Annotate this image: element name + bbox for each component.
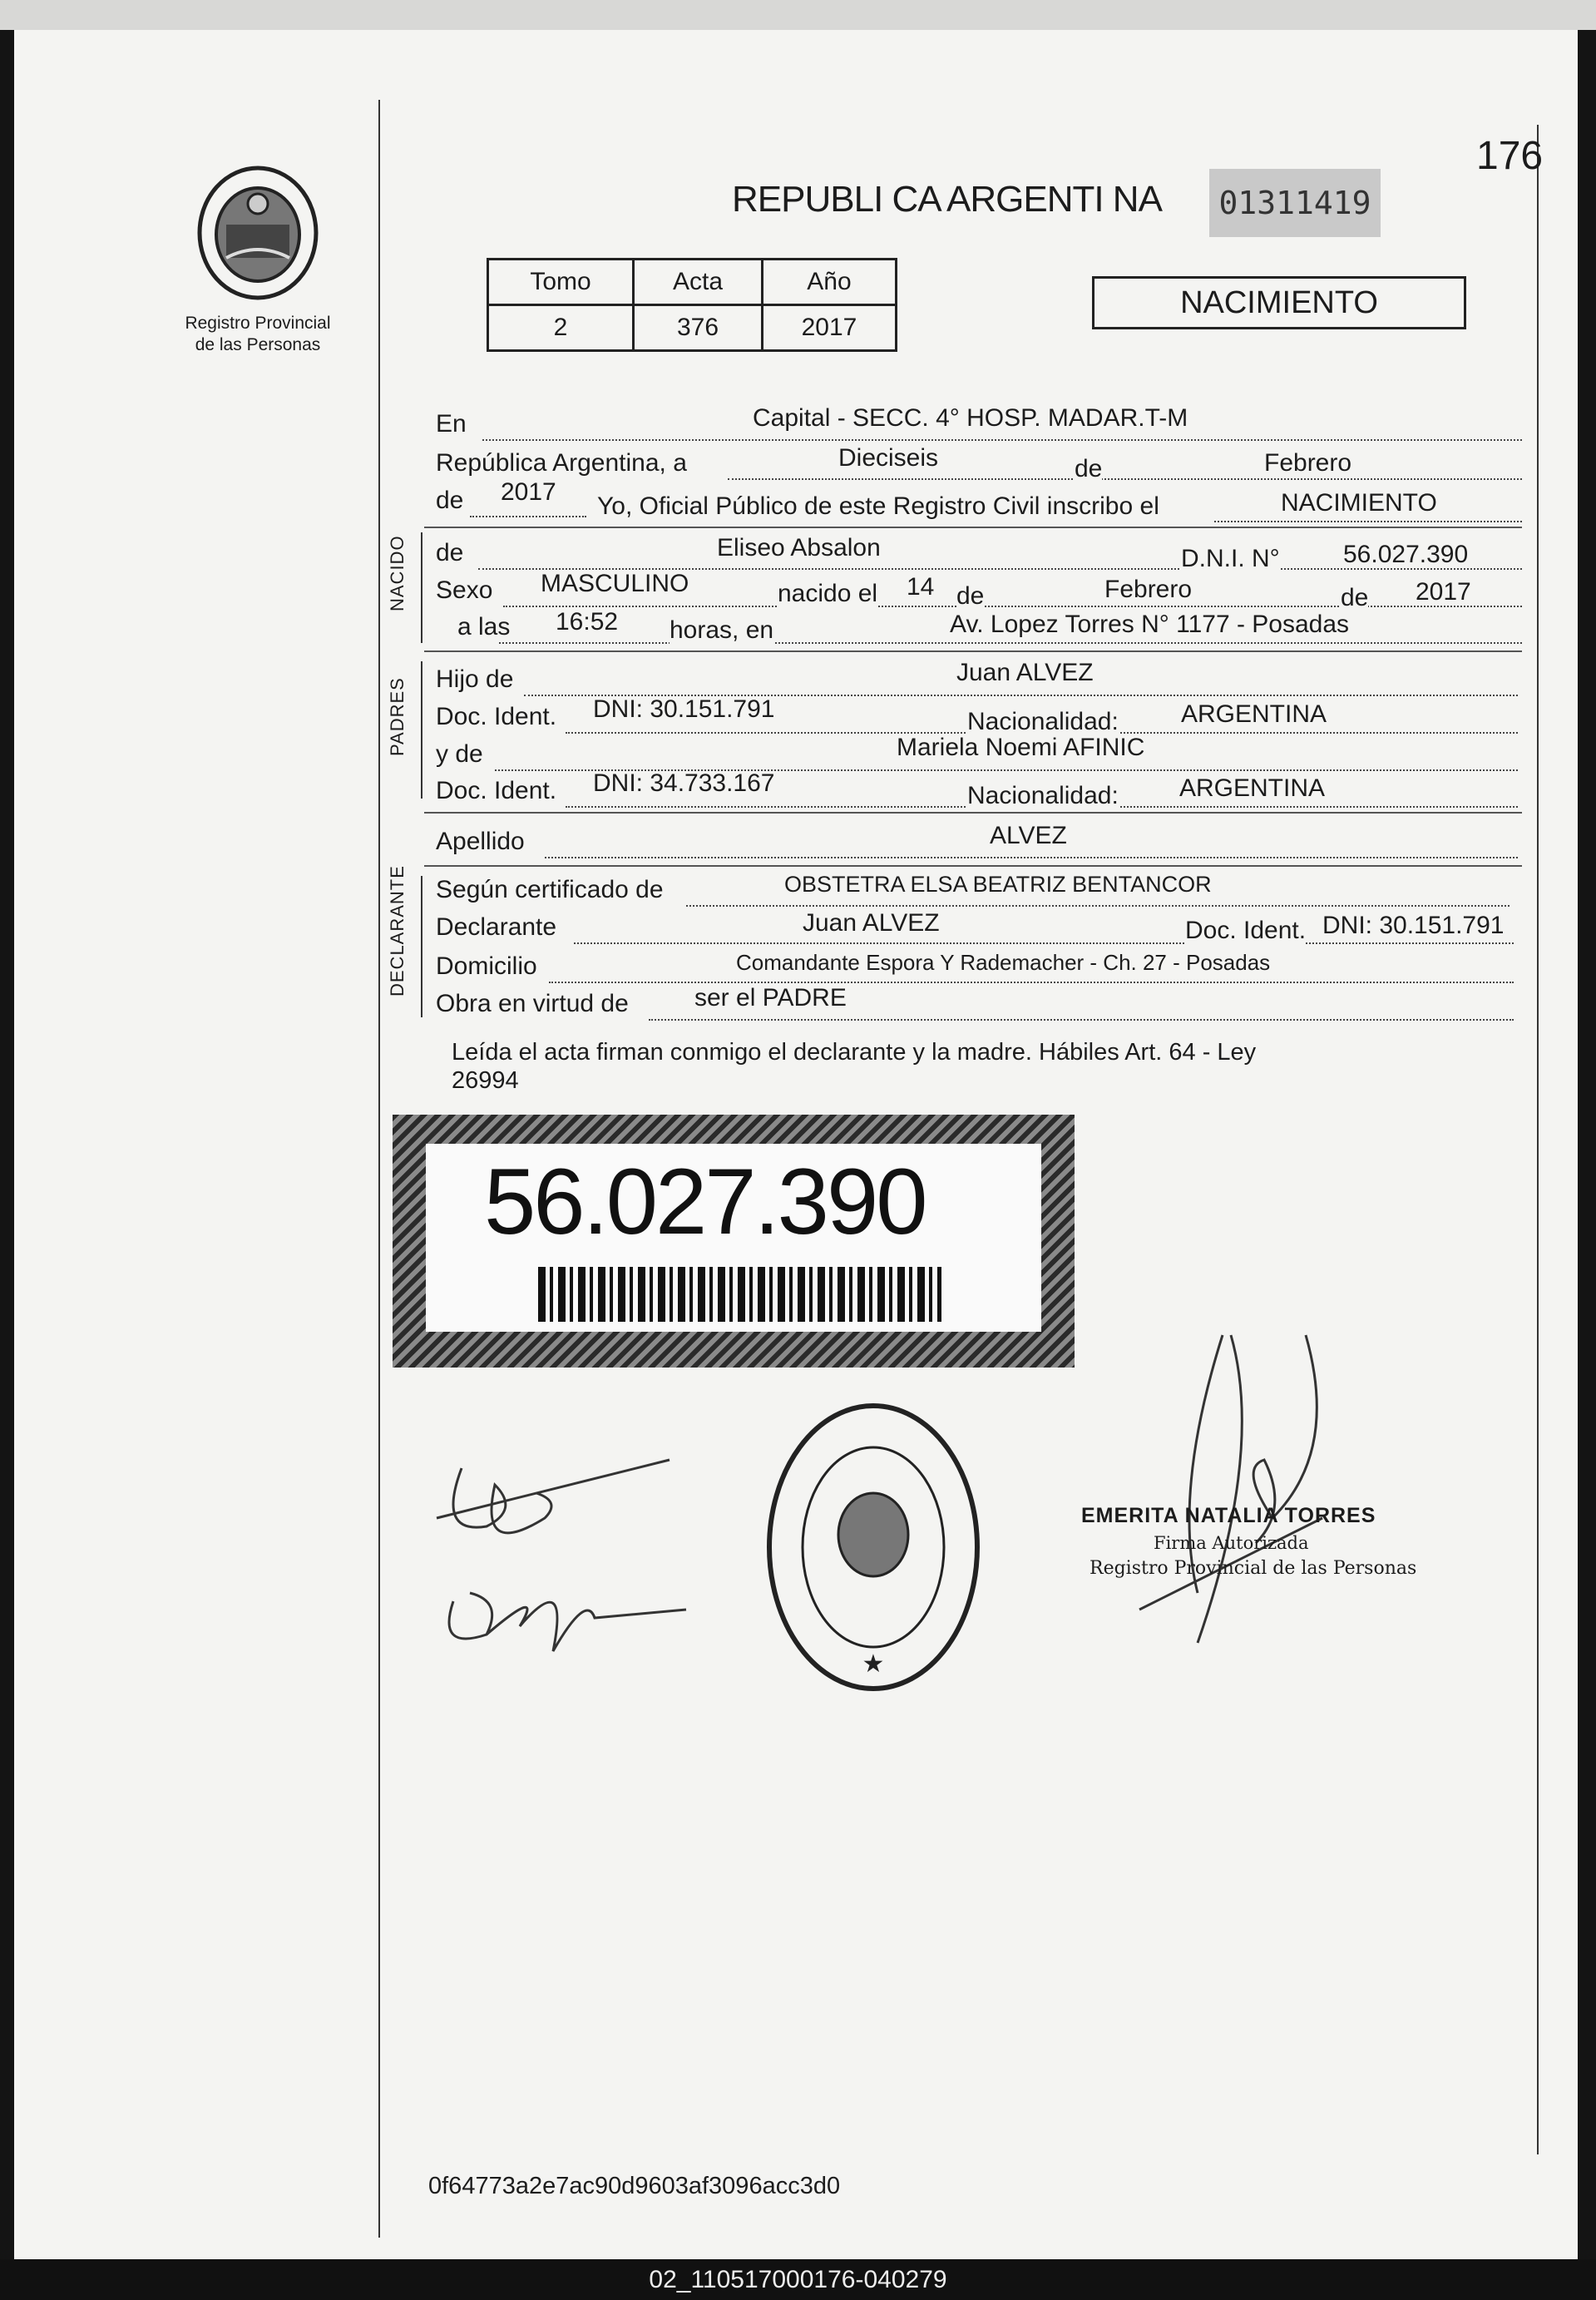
- label-obra: Obra en virtud de: [436, 990, 629, 1017]
- label-doc-ident-declarante: Doc. Ident.: [1185, 917, 1307, 944]
- value-acta: 376: [634, 305, 763, 351]
- value-time: 16:52: [556, 608, 619, 636]
- label-apellido: Apellido: [436, 828, 525, 855]
- label-doc-ident-madre: Doc. Ident.: [436, 777, 557, 804]
- header-acta: Acta: [634, 260, 763, 305]
- value-father: Juan ALVEZ: [956, 659, 1094, 686]
- country-title: REPUBLI CA ARGENTI NA: [732, 179, 1162, 220]
- nacido-bracket: [421, 532, 422, 643]
- value-father-nationality: ARGENTINA: [1181, 700, 1327, 728]
- value-birth-month: Febrero: [1104, 576, 1193, 603]
- label-nacionalidad-madre: Nacionalidad:: [967, 782, 1119, 809]
- label-de-mes: de: [956, 582, 985, 610]
- record-type-box: NACIMIENTO: [1092, 276, 1466, 329]
- declarant-signature-graphic: [420, 1435, 694, 1676]
- padres-bracket: [421, 661, 422, 799]
- value-birth-day: 14: [907, 573, 935, 601]
- registry-stamp: [761, 1397, 986, 1697]
- registry-name: Registro Provincial de las Personas: [185, 314, 331, 354]
- value-year: 2017: [501, 478, 556, 506]
- divider-1: [424, 527, 1522, 528]
- line-hora: [499, 642, 1522, 644]
- label-dni: D.N.I. N°: [1181, 545, 1280, 572]
- misiones-seal-logo: [193, 158, 323, 304]
- label-de-year: de: [436, 487, 464, 514]
- value-surname: ALVEZ: [990, 822, 1067, 849]
- page-number: 176: [1476, 134, 1544, 178]
- value-tomo: 2: [488, 305, 634, 351]
- label-inscribo: Yo, Oficial Público de este Registro Civil inscribo el: [597, 492, 1159, 520]
- line-declarante: [574, 942, 1514, 944]
- label-en: En: [436, 410, 467, 438]
- value-place: Capital - SECC. 4° HOSP. MADAR.T-M: [753, 404, 1188, 432]
- label-republica: República Argentina, a: [436, 449, 687, 477]
- value-father-doc: DNI: 30.151.791: [593, 695, 775, 723]
- official-role: Firma Autorizada: [1154, 1533, 1309, 1553]
- footer-id: 02_110517000176-040279: [0, 2259, 1596, 2300]
- svg-text:★: ★: [862, 1650, 885, 1678]
- value-mother-nationality: ARGENTINA: [1179, 774, 1326, 802]
- label-segun: Según certificado de: [436, 876, 664, 903]
- value-birth-year: 2017: [1416, 578, 1471, 606]
- line-year: [470, 516, 586, 517]
- right-margin-rule: [1537, 125, 1539, 2154]
- line-en: [482, 439, 1522, 441]
- divider-2: [424, 650, 1522, 652]
- label-sexo: Sexo: [436, 576, 493, 604]
- value-act: NACIMIENTO: [1281, 489, 1437, 517]
- value-address: Comandante Espora Y Rademacher - Ch. 27 - Posadas: [736, 950, 1271, 975]
- value-mother: Mariela Noemi AFINIC: [897, 734, 1145, 761]
- line-apellido: [545, 857, 1518, 858]
- header-tomo: Tomo: [488, 260, 634, 305]
- label-declarante: Declarante: [436, 913, 557, 941]
- closing-text: Leída el acta firman conmigo el declarante y la madre. Hábiles Art. 64 - Ley 26994: [452, 1039, 1257, 1094]
- label-nacido-el: nacido el: [778, 580, 878, 607]
- side-label-declarante: DECLARANTE: [387, 865, 408, 997]
- barcode-label: [426, 1144, 1041, 1332]
- value-declarant: Juan ALVEZ: [803, 909, 940, 937]
- official-office: Registro Provincial de las Personas: [1090, 1558, 1417, 1579]
- divider-4: [424, 865, 1522, 867]
- left-margin-rule: [378, 100, 380, 2238]
- document-hash: 0f64773a2e7ac90d9603af3096acc3d0: [428, 2173, 841, 2199]
- serial-number: 01311419: [1209, 169, 1381, 237]
- line-republica: [728, 478, 1522, 480]
- value-certificate: OBSTETRA ELSA BEATRIZ BENTANCOR: [784, 872, 1212, 897]
- value-virtue: ser el PADRE: [694, 984, 847, 1012]
- barcode-sticker: [393, 1115, 1075, 1368]
- label-domicilio: Domicilio: [436, 952, 537, 980]
- barcode-number: 56.027.390: [484, 1150, 926, 1254]
- value-month: Febrero: [1264, 449, 1352, 477]
- official-signature-graphic: [1073, 1327, 1347, 1676]
- value-sex: MASCULINO: [541, 570, 689, 597]
- value-day: Dieciseis: [838, 444, 939, 472]
- value-mother-doc: DNI: 34.733.167: [593, 769, 775, 797]
- label-horas-en: horas, en: [670, 616, 774, 644]
- value-birth-place: Av. Lopez Torres N° 1177 - Posadas: [950, 611, 1350, 638]
- barcode-bars: [538, 1267, 941, 1322]
- label-de: de: [1075, 455, 1103, 482]
- header-anio: Año: [763, 260, 897, 305]
- line-sexo: [503, 606, 1522, 607]
- line-acto: [1214, 521, 1522, 522]
- label-nacionalidad: Nacionalidad:: [967, 708, 1119, 735]
- divider-3: [424, 812, 1522, 814]
- top-strip: [0, 0, 1596, 30]
- label-de-anio: de: [1341, 584, 1369, 611]
- official-name: EMERITA NATALIA TORRES: [1081, 1504, 1376, 1527]
- side-label-nacido: NACIDO: [387, 535, 408, 611]
- side-label-padres: PADRES: [387, 677, 408, 756]
- declarante-bracket: [421, 876, 422, 1017]
- label-y-de: y de: [436, 740, 483, 768]
- record-table: [487, 258, 897, 352]
- value-anio: 2017: [763, 305, 897, 351]
- value-declarant-doc: DNI: 30.151.791: [1322, 912, 1505, 939]
- value-dni: 56.027.390: [1343, 541, 1469, 568]
- label-a-las: a las: [457, 613, 511, 641]
- line-obra: [649, 1019, 1514, 1021]
- value-name: Eliseo Absalon: [717, 534, 881, 561]
- label-hijo-de: Hijo de: [436, 665, 514, 693]
- line-domicilio: [549, 982, 1514, 983]
- label-doc-ident: Doc. Ident.: [436, 703, 557, 730]
- line-certificado: [686, 905, 1510, 907]
- label-de-nombre: de: [436, 539, 464, 566]
